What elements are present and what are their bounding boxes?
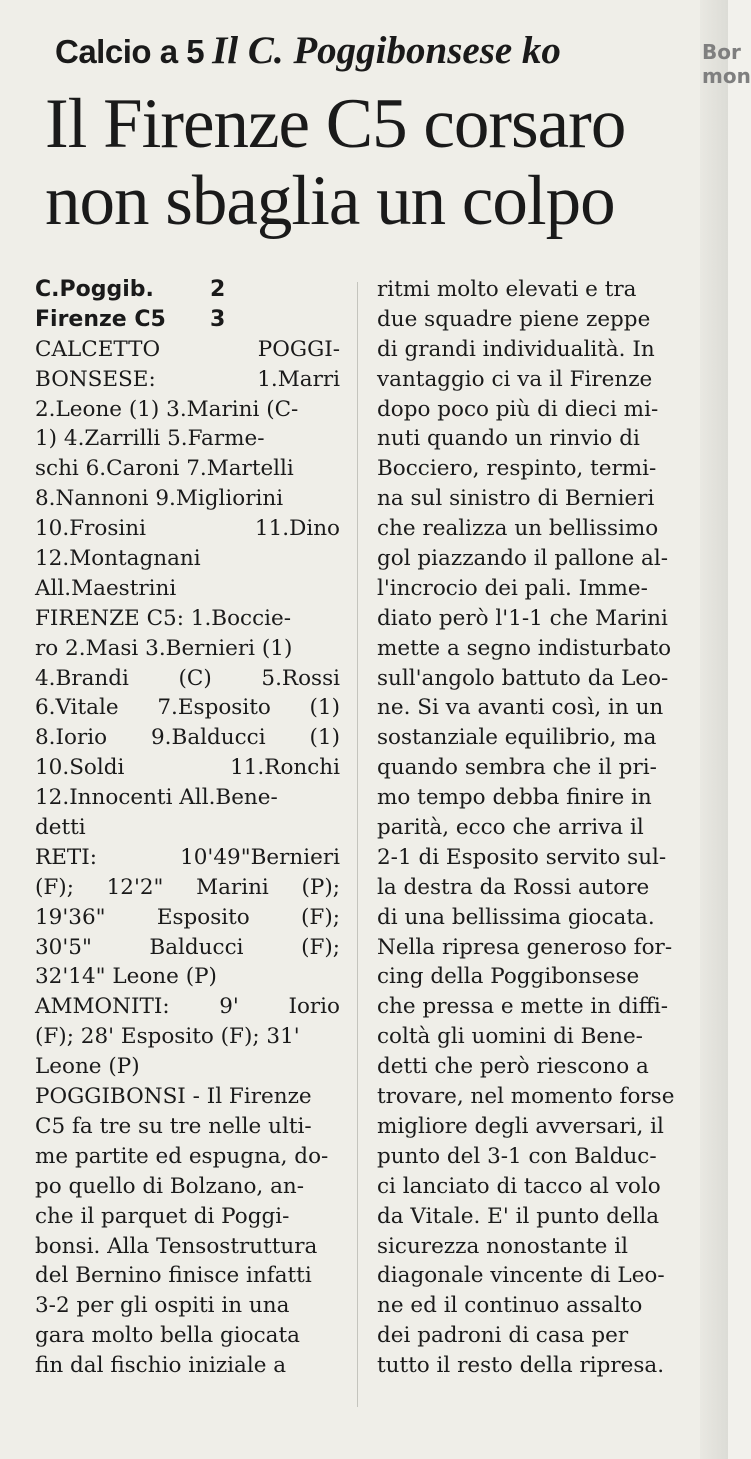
text-segment: tutto il resto della ripresa. (377, 1353, 665, 1379)
text-segment: da Vitale. E' il punto della (377, 1203, 660, 1229)
text-line (377, 843, 689, 873)
text-line (35, 1321, 340, 1351)
text-segment: (F); (301, 904, 340, 930)
text-line (35, 664, 340, 694)
text-segment: 5.Rossi (261, 665, 340, 691)
text-line (35, 753, 340, 783)
score-line (35, 275, 340, 305)
text-segment: (1) (309, 725, 340, 751)
text-segment: dopo poco più di dieci mi- (377, 396, 659, 422)
headline-line: non sbaglia un colpo (45, 162, 615, 240)
text-line (377, 1291, 689, 1321)
text-line (35, 544, 340, 574)
text-line (377, 454, 689, 484)
text-line (377, 604, 689, 634)
text-segment: Marini (196, 874, 269, 900)
text-segment: 10.Frosini (35, 516, 146, 542)
text-line (377, 962, 689, 992)
text-line (377, 693, 689, 723)
adjacent-fragment: mon (702, 64, 751, 88)
text-segment: Nella ripresa generoso for- (377, 934, 673, 960)
text-line (35, 1202, 340, 1232)
text-segment: la destra da Rossi autore (377, 874, 650, 900)
text-line (35, 843, 340, 873)
text-segment: (F); (301, 934, 340, 960)
score-team: Firenze C5 (35, 306, 166, 332)
text-line (377, 1232, 689, 1262)
text-line (35, 1261, 340, 1291)
text-line (377, 634, 689, 664)
text-segment: (1) (309, 695, 340, 721)
text-segment: vantaggio ci va il Firenze (377, 366, 653, 392)
text-line (35, 1082, 340, 1112)
text-segment: BONSESE: (35, 366, 156, 392)
text-line (377, 1082, 689, 1112)
text-line (35, 962, 340, 992)
text-line (35, 1232, 340, 1262)
text-line (35, 365, 340, 395)
text-line (35, 634, 340, 664)
text-segment: gol piazzando il pallone al- (377, 546, 668, 572)
text-segment: gara molto bella giocata (35, 1323, 300, 1349)
text-segment: AMMONITI: (35, 994, 170, 1020)
text-line (35, 1112, 340, 1142)
text-segment: ci lanciato di tacco al volo (377, 1173, 661, 1199)
text-segment: ro 2.Masi 3.Bernieri (1) (35, 635, 293, 661)
text-segment: che il parquet di Poggi- (35, 1203, 290, 1229)
text-line (377, 395, 689, 425)
text-line (377, 903, 689, 933)
text-line (377, 1202, 689, 1232)
text-line (35, 1022, 340, 1052)
text-line (377, 1172, 689, 1202)
text-segment: 4.Brandi (35, 665, 129, 691)
text-segment: mo tempo debba finire in (377, 785, 652, 811)
text-line (377, 873, 689, 903)
text-segment: 12'2" (106, 874, 164, 900)
text-line (35, 933, 340, 963)
text-line (35, 454, 340, 484)
text-segment: di grandi individualità. In (377, 336, 655, 362)
text-line (35, 813, 340, 843)
text-line (35, 395, 340, 425)
text-segment: ritmi molto elevati e tra (377, 277, 637, 302)
text-segment: 30'5" (35, 934, 92, 960)
text-segment: coltà gli uomini di Bene- (377, 1024, 643, 1050)
text-line (35, 424, 340, 454)
left-column (35, 275, 340, 1381)
text-segment: Esposito (156, 904, 250, 930)
text-segment: fin dal fischio iniziale a (35, 1353, 287, 1379)
text-segment: 9.Balducci (151, 725, 266, 751)
text-segment: sull'angolo battuto da Leo- (377, 665, 669, 691)
text-segment: 2-1 di Esposito servito sul- (377, 844, 667, 870)
text-segment: All.Maestrini (35, 575, 177, 601)
text-segment: di una bellissima giocata. (377, 904, 655, 930)
text-segment: 12.Innocenti All.Bene- (35, 785, 278, 811)
text-line (35, 693, 340, 723)
text-segment: 10'49"Bernieri (180, 844, 340, 870)
column-divider (357, 282, 358, 1407)
text-segment: due squadre piene zeppe (377, 306, 651, 332)
text-segment: diato però l'1-1 che Marini (377, 605, 668, 631)
text-segment: Bocciero, respinto, termi- (377, 456, 657, 482)
headline-line: Il Firenze C5 corsaro (45, 85, 626, 163)
text-segment: C5 fa tre su tre nelle ulti- (35, 1113, 312, 1139)
text-segment: sostanziale equilibrio, ma (377, 725, 657, 751)
text-segment: l'incrocio dei pali. Imme- (377, 575, 648, 601)
text-line (377, 1022, 689, 1052)
left-column-body (35, 335, 340, 1381)
text-line (35, 873, 340, 903)
kicker (55, 28, 695, 76)
text-segment: 7.Esposito (157, 695, 271, 721)
text-line (377, 813, 689, 843)
text-line (35, 723, 340, 753)
text-line (377, 335, 689, 365)
text-line (35, 903, 340, 933)
text-line (35, 783, 340, 813)
text-segment: che realizza un bellissimo (377, 516, 659, 542)
text-segment: FIRENZE C5: 1.Boccie- (35, 605, 291, 631)
text-line (377, 1142, 689, 1172)
text-line (35, 335, 340, 365)
text-line (377, 305, 689, 335)
text-segment: Leone (P) (35, 1054, 140, 1080)
text-segment: 11.Dino (254, 516, 340, 542)
score-goals: 3 (210, 306, 226, 332)
right-column (377, 275, 689, 1381)
text-line (377, 992, 689, 1022)
text-segment: 2.Leone (1) 3.Marini (C- (35, 396, 299, 422)
text-line (377, 574, 689, 604)
text-segment: detti che però riescono a (377, 1054, 649, 1080)
text-segment: (P); (301, 874, 340, 900)
text-segment: quando sembra che il pri- (377, 755, 657, 781)
text-segment: ne ed il continuo assalto (377, 1293, 643, 1319)
text-segment: bonsi. Alla Tensostruttura (35, 1233, 318, 1259)
text-line (377, 753, 689, 783)
text-segment: punto del 3-1 con Balduc- (377, 1143, 657, 1169)
text-line (377, 365, 689, 395)
score-team: C.Poggib. (35, 277, 154, 302)
text-line (35, 1142, 340, 1172)
text-line (35, 604, 340, 634)
text-segment: del Bernino finisce infatti (35, 1263, 312, 1289)
text-segment: 12.Montagnani (35, 546, 201, 572)
text-line (377, 424, 689, 454)
section-label: Calcio a 5 (55, 33, 205, 70)
text-segment: POGGIBONSI - Il Firenze (35, 1084, 312, 1110)
text-segment: diagonale vincente di Leo- (377, 1263, 665, 1289)
text-segment: Balducci (149, 934, 244, 960)
text-line (377, 664, 689, 694)
text-segment: CALCETTO (35, 336, 161, 362)
text-segment: (C) (178, 665, 212, 691)
adjacent-fragment: Bor (702, 40, 741, 64)
text-segment: 8.Nannoni 9.Migliorini (35, 486, 284, 512)
text-line (377, 783, 689, 813)
right-column-body (377, 275, 689, 1381)
text-segment: POGGI- (257, 336, 340, 362)
text-segment: 3-2 per gli ospiti in una (35, 1293, 290, 1319)
text-segment: me partite ed espugna, do- (35, 1143, 329, 1169)
text-segment: 9' (219, 994, 239, 1020)
text-line (377, 1321, 689, 1351)
text-segment: po quello di Bolzano, an- (35, 1173, 305, 1199)
text-segment: detti (35, 815, 86, 841)
kicker-subtitle: Il C. Poggibonsese ko (212, 29, 561, 72)
text-line (35, 1172, 340, 1202)
text-line (35, 574, 340, 604)
text-segment: mette a segno indisturbato (377, 635, 672, 661)
text-segment: RETI: (35, 844, 97, 870)
text-segment: 1) 4.Zarrilli 5.Farme- (35, 426, 265, 452)
text-line (377, 275, 689, 305)
text-segment: 10.Soldi (35, 755, 125, 781)
text-line (377, 1052, 689, 1082)
text-segment: sicurezza nonostante il (377, 1233, 628, 1259)
text-line (377, 484, 689, 514)
text-segment: nuti quando un rinvio di (377, 426, 640, 452)
text-segment: parità, ecco che arriva il (377, 815, 644, 841)
text-segment: dei padroni di casa per (377, 1323, 629, 1349)
text-segment: na sul sinistro di Bernieri (377, 486, 655, 512)
text-line (377, 1112, 689, 1142)
text-segment: che pressa e mette in diffi- (377, 994, 669, 1020)
text-line (35, 1291, 340, 1321)
text-segment: 11.Ronchi (230, 755, 340, 781)
text-line (35, 484, 340, 514)
text-line (35, 1052, 340, 1082)
text-segment: 1.Marri (257, 366, 340, 392)
text-segment: 8.Iorio (35, 725, 108, 751)
text-segment: trovare, nel momento forse (377, 1084, 675, 1110)
text-line (35, 1351, 340, 1381)
score-goals: 2 (210, 277, 226, 302)
score-line (35, 305, 340, 335)
adjacent-article-edge (700, 0, 751, 1459)
headline (45, 86, 695, 240)
text-segment: migliore degli avversari, il (377, 1113, 664, 1139)
text-line (35, 514, 340, 544)
text-segment: ne. Si va avanti così, in un (377, 695, 664, 721)
text-line (377, 1351, 689, 1381)
text-segment: schi 6.Caroni 7.Martelli (35, 456, 294, 482)
next-article-edge (230, 1425, 700, 1459)
text-segment: 32'14" Leone (P) (35, 964, 217, 990)
text-line (377, 723, 689, 753)
text-line (35, 992, 340, 1022)
text-line (377, 1261, 689, 1291)
text-segment: 6.Vitale (35, 695, 119, 721)
text-segment: 19'36" (35, 904, 106, 930)
text-segment: (F); 28' Esposito (F); 31' (35, 1024, 300, 1050)
text-line (377, 514, 689, 544)
text-line (377, 544, 689, 574)
text-line (377, 933, 689, 963)
text-segment: (F); (35, 874, 74, 900)
text-segment: Iorio (288, 994, 340, 1020)
text-segment: cing della Poggibonsese (377, 964, 640, 990)
